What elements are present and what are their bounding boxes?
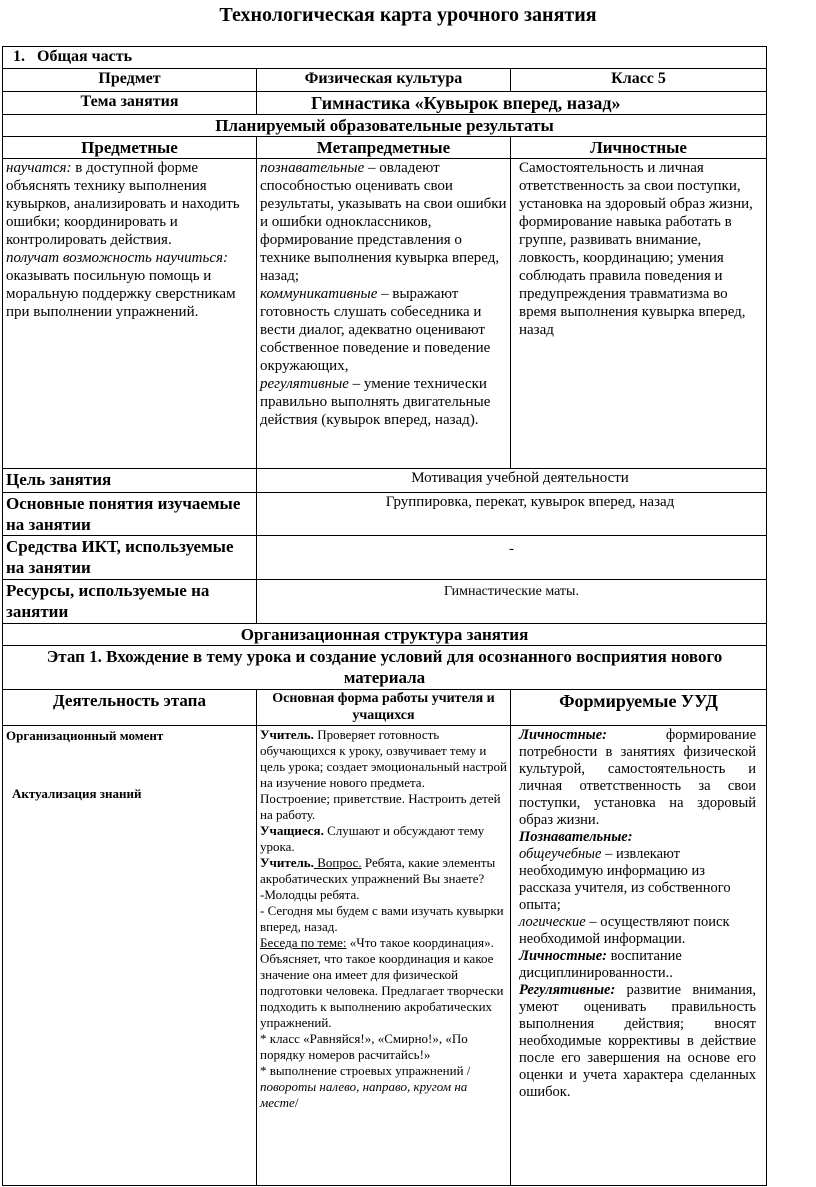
form-line-4-end: / — [294, 1095, 299, 1110]
meta-results-cell — [257, 159, 511, 469]
tech-card-table — [2, 46, 767, 1186]
results-content-row — [3, 159, 767, 469]
teacher-question: Вопрос. — [313, 855, 362, 870]
topic-row — [3, 92, 767, 115]
topic-label: Тема занятия — [3, 92, 257, 115]
general-section-num: 1. — [13, 48, 25, 65]
page-title: Технологическая карта урочного занятия — [219, 4, 597, 26]
learn-text: в доступной форме объяснять технику выполнения кувырков, анализировать и находить ошибки; координировать и контролировать действия. — [6, 160, 240, 248]
concepts-row — [3, 493, 767, 536]
opportunity-label: получат возможность научиться: — [6, 250, 228, 266]
subject-value: Физическая культура — [257, 69, 511, 92]
form-cell — [257, 726, 511, 1186]
students-text: Слушают и обсуждают тему урока. — [260, 823, 485, 854]
ict-label: Средства ИКТ, используемые на занятии — [3, 536, 257, 580]
teacher-text-2: Ребята, какие элементы акробатических упражнений Вы знаете? — [260, 855, 496, 886]
meta-comm-text: – выражают готовность слушать собеседника и вести диалог, адекватно оценивают собственное поведение и поведение окружающих, — [260, 286, 491, 374]
opportunity-text: оказывать посильную помощь и моральную поддержку сверстникам при выполнении упражнений. — [6, 268, 236, 320]
ict-row — [3, 536, 767, 580]
meta-cog-label: познавательные — [260, 160, 365, 176]
uud-reg-text: развитие внимания, умеют оценивать правильность выполнения действия; вносят необходимые коррективы в действие после его завершения на основе его оценки и учета характера сделанных ошибок. — [519, 982, 757, 1100]
goal-value: Мотивация учебной деятельности — [257, 469, 767, 493]
uud-personal2-label: Личностные: — [519, 948, 608, 964]
learn-label: научатся: — [6, 160, 72, 176]
students-label: Учащиеся. — [260, 823, 324, 838]
resources-row — [3, 580, 767, 624]
concepts-label: Основные понятия изучаемые на занятии — [3, 493, 257, 536]
class-label: Класс 5 — [511, 69, 767, 92]
concepts-value: Группировка, перекат, кувырок вперед, назад — [257, 493, 767, 536]
uud-cog-label: Познавательные: — [519, 829, 633, 845]
subject-row — [3, 69, 767, 92]
meta-cog-text: – овладеют способностью оценивать свои результаты, указывать на свои ошибки и ошибки одноклассников, формирование представления о технике выполнения кувырка вперед, назад; — [260, 160, 507, 284]
teacher-label-2: Учитель. — [260, 855, 314, 870]
form-line-4: * выполнение строевых упражнений / — [260, 1063, 471, 1078]
form-line-2: - Сегодня мы будем с вами изучать кувырки вперед, назад. — [260, 903, 504, 934]
resources-value: Гимнастические маты. — [257, 580, 767, 624]
uud-personal2-text: воспитание дисциплинированности.. — [519, 948, 682, 981]
resources-label: Ресурсы, используемые на занятии — [3, 580, 257, 624]
activity-actualization: Актуализация знаний — [12, 786, 142, 801]
uud-logic-text: – осуществляют поиск необходимой информации. — [519, 914, 730, 947]
planned-results-row — [3, 115, 767, 137]
teacher-label-1: Учитель. — [260, 727, 314, 742]
stage-title-row — [3, 646, 767, 690]
col-uud-header: Формируемые УУД — [511, 690, 767, 726]
uud-personal-label: Личностные: — [519, 727, 608, 743]
form-line-1: -Молодцы ребята. — [260, 887, 360, 902]
meta-reg-label: регулятивные — [260, 376, 349, 392]
stage-title: Этап 1. Вхождение в тему урока и создание условий для осознанного восприятия нового материала — [3, 646, 767, 690]
results-header-row — [3, 137, 767, 159]
col-personal-header: Личностные — [511, 137, 767, 159]
stage-header-row — [3, 690, 767, 726]
talk-text: «Что такое координация». Объясняет, что такое координация и какое значение она имеет для физической подготовки человека. Предлагает творчески подходить к выполнению акробатических упражнений. — [260, 935, 504, 1030]
talk-label: Беседа по теме: — [260, 935, 347, 950]
uud-logic-label: логические — [519, 914, 586, 930]
uud-general-label: общеучебные — [519, 846, 602, 862]
goal-label: Цель занятия — [3, 469, 257, 493]
activity-org-moment: Организационный момент — [6, 728, 164, 743]
uud-cell — [511, 726, 767, 1186]
col-subject-header: Предметные — [3, 137, 257, 159]
form-line-4-italic: повороты налево, направо, кругом на месте — [260, 1079, 468, 1110]
planned-results-heading: Планируемый образовательные результаты — [3, 115, 767, 137]
meta-reg-text: – умение технически правильно выполнять двигательные действия (кувырок вперед, назад). — [260, 376, 491, 428]
ict-value: - — [257, 536, 767, 580]
teacher-text-1: Проверяет готовность обучающихся к уроку, озвучивает тему и цель урока; создает эмоциональный настрой на изучение нового предмета. — [260, 727, 507, 790]
uud-general-text: – извлекают необходимую информацию из рассказа учителя, из собственного опыта; — [519, 846, 731, 913]
personal-results-cell: Самостоятельность и личная ответственность за свои поступки, установка на здоровый образ жизни, формирование навыка работать в группе, развивать внимание, ловкость, координацию; умения соблюдать правила поведения и предупреждения травматизма во время выполнения кувырка вперед, назад — [511, 159, 767, 469]
form-line-3: * класс «Равняйся!», «Смирно!», «По порядку номеров расчитайсь!» — [260, 1031, 468, 1062]
activity-cell — [3, 726, 257, 1186]
subject-results-cell — [3, 159, 257, 469]
col-meta-header: Метапредметные — [257, 137, 511, 159]
meta-comm-label: коммуникативные — [260, 286, 378, 302]
teacher-more-1: Построение; приветствие. Настроить детей на работу. — [260, 791, 501, 822]
uud-reg-label: Регулятивные: — [519, 982, 616, 998]
goal-row — [3, 469, 767, 493]
col-form-header: Основная форма работы учителя и учащихся — [257, 690, 511, 726]
topic-value: Гимнастика «Кувырок вперед, назад» — [257, 92, 767, 115]
uud-personal-text: формирование потребности в занятиях физической культурой, самостоятельность и личная ответственность за свои поступки, установка на здоровый образ жизни. — [519, 727, 757, 828]
general-section-cell — [3, 47, 767, 69]
org-title: Организационная структура занятия — [3, 624, 767, 646]
subject-label: Предмет — [3, 69, 257, 92]
col-activity-header: Деятельность этапа — [3, 690, 257, 726]
stage-content-row — [3, 726, 767, 1186]
general-section-label: Общая часть — [37, 48, 133, 65]
general-section-row — [3, 47, 767, 69]
org-title-row — [3, 624, 767, 646]
